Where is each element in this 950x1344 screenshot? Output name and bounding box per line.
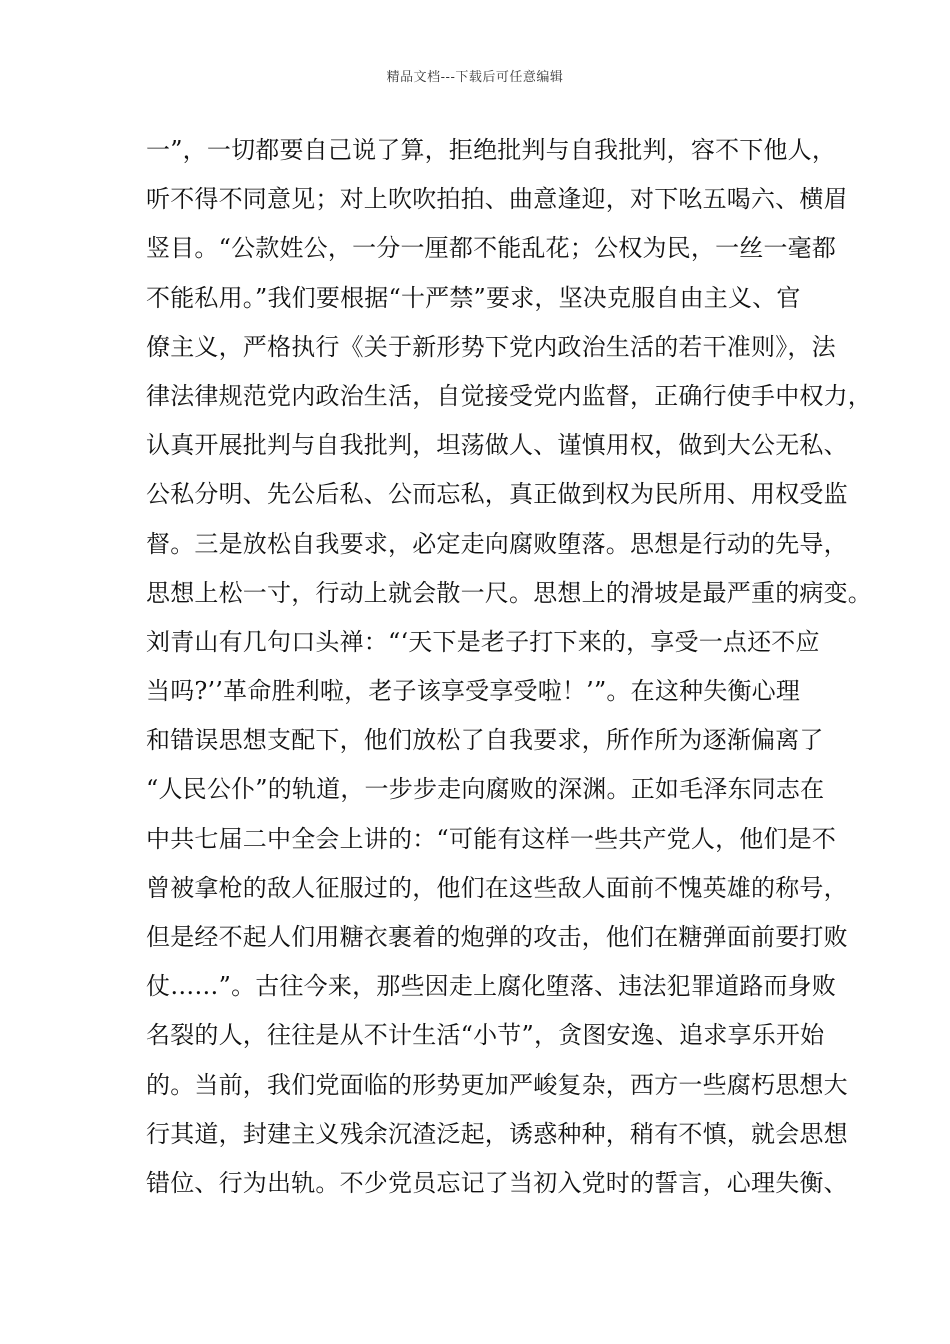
text-line: 公私分明、先公后私、公而忘私，真正做到权为民所用、用权受监	[146, 480, 848, 509]
text-line: 错位、行为出轨。不少党员忘记了当初入党时的誓言，心理失衡、	[146, 1168, 848, 1197]
text-line: 中共七届二中全会上讲的：“可能有这样一些共产党人，他们是不	[146, 824, 837, 853]
text-line: 听不得不同意见；对上吹吹拍拍、曲意逢迎，对下吆五喝六、横眉	[146, 185, 848, 214]
text-line: 僚主义，严格执行《关于新形势下党内政治生活的若干准则》，法	[146, 332, 836, 361]
text-line: 和错误思想支配下，他们放松了自我要求，所作所为逐渐偏离了	[146, 726, 824, 755]
text-line: 不能私用。”我们要根据“十严禁”要求，坚决克服自由主义、官	[146, 283, 801, 312]
text-line: 竖目。“公款姓公，一分一厘都不能乱花；公权为民，一丝一毫都	[146, 234, 837, 263]
text-line: 但是经不起人们用糖衣裹着的炮弹的攻击，他们在糖弹面前要打败	[146, 923, 848, 951]
text-line: 行其道，封建主义残余沉渣泛起，诱惑种种，稍有不慎，就会思想	[146, 1119, 848, 1148]
text-line: 刘青山有几句口头禅：“‘天下是老子打下来的，享受一点还不应	[146, 627, 820, 656]
text-line: 督。三是放松自我要求，必定走向腐败堕落。思想是行动的先导，	[146, 529, 848, 558]
text-line: 认真开展批判与自我批判，坦荡做人、谨慎用权，做到大公无私、	[146, 431, 848, 460]
text-line: 一”，一切都要自己说了算，拒绝批判与自我批判，容不下他人，	[146, 136, 837, 164]
text-line: 曾被拿枪的敌人征服过的，他们在这些敌人面前不愧英雄的称号，	[146, 873, 848, 902]
text-line: 思想上松一寸，行动上就会散一尺。思想上的滑坡是最严重的病变。	[146, 578, 872, 607]
page-header: 精品文档---下载后可任意编辑	[386, 70, 564, 85]
text-line: 仗……”。古往今来，那些因走上腐化堕落、违法犯罪道路而身败	[146, 972, 837, 1001]
text-line: 名裂的人，往往是从不计生活“小节”，贪图安逸、追求享乐开始	[146, 1021, 825, 1050]
document-body	[146, 130, 872, 1212]
text-line: 的。当前，我们党面临的形势更加严峻复杂，西方一些腐朽思想大	[146, 1070, 848, 1099]
text-line: 律法律规范党内政治生活，自觉接受党内监督，正确行使手中权力，	[146, 381, 872, 410]
text-line: “人民公仆”的轨道，一步步走向腐败的深渊。正如毛泽东同志在	[146, 775, 825, 804]
text-line: 当吗?’’革命胜利啦，老子该享受享受啦！’”。在这种失衡心理	[146, 677, 801, 706]
